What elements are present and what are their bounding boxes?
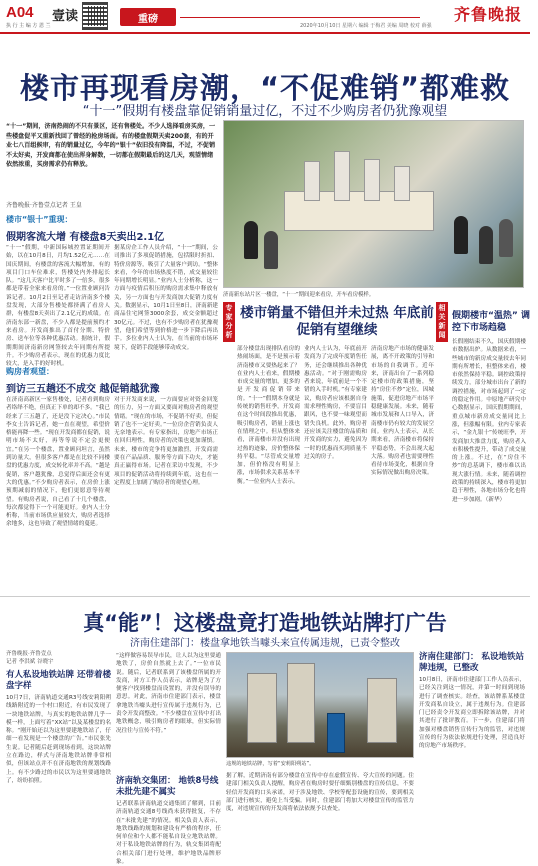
section-kicker-2: 购房者观望：: [6, 367, 54, 376]
dateline: 2020年10月10日 星期六 编辑 于梅君 美编 周晓 校对 薛强: [300, 23, 432, 29]
article-column: 济南房地产市场的健康发展，离不开政策的引导和市场的自我调节。近年来，济南出台了一系列稳定楼市的政策措施，坚持“房住不炒”定位，因城施策，促进房地产市场平稳健康发展。未来，随着城市发展和人口导入，济南楼市仍有较大的发展空间。业内人士表示，从长期来看，济南楼市将保持平稳态势，不会出现大起大落。购房者也需要理性看待市场变化，根据自身实际情况做出购房决策。: [371, 346, 434, 477]
section-badge: 重磅: [120, 8, 176, 26]
article-column: 据了解，近期济南有部分楼盘在宣传中存在虚假宣传、夸大宣传的问题。住建部门相关负责人提醒，购房者在购房时要仔细甄别楼盘的宣传信息，不要轻信开发商的口头承诺，对于涉及地铁、学校等配套设施的宣传，要到相关部门进行核实，避免上当受骗。同时，住建部门将加大对楼盘宣传的监管力度，对违规宣传的开发商将依法依规予以查处。: [226, 773, 414, 813]
photo-caption: 违规的地铁站牌，写着“安莉阳朔站”。: [226, 761, 315, 767]
main-subheadline: “十一”假期有楼盘靠促销销量过亿，不过不少购房者仍犹豫观望: [82, 104, 448, 119]
section-name: 壹读: [52, 9, 79, 24]
article-column: 据某房企工作人员介绍，“十一”期间，公司推出了多项促销措施，包括限时折扣、特价房源等，吸引了大量客户到访。“整体来看，今年的市场热度不错，成交量较往年同期增长明显。”业内人士分析称，这一方面与疫情后积压的购房需求集中释放有关，另一方面也与开发商加大促销力度有关。数据显示，10月1日至8日，济南新建商品住宅网签3000余套，成交金额超过30亿元。不过，也有不少购房者在犹豫观望，他们希望等到价格进一步下降后再出手。多位业内人士认为，在当前的市场环境下，促销手段能够带动成交。: [114, 245, 218, 351]
related-news-tag: 相关新闻: [436, 302, 448, 342]
article-column: 记者联系济南轨道交通集团了解到，目前济南轨道交通8号线尚未获得批复，不存在“未批先建”的情况。相关负责人表示，地铁线路的规划和建设有严格的程序，任何单位和个人都不能私自设立地铁站牌。对于私设地铁站牌的行为，轨交集团将配合相关部门进行处理，维护地铁品牌形象。: [116, 801, 221, 866]
article-column: 在济南高新区一家售楼处，记者看到购房者络绎不绝，但真正下单的却不多。“我已经来了三五趟了，还是没下定决心。”市民李女士告诉记者，她一直在观望，希望价格能再降一些。“现在开发商都在促销，说明市场不太好，再等等说不定会更便宜。”在另一个楼盘，置业顾问坦言，虽然到访量大，但很多客户都是在比较不同楼盘的优惠力度，成交转化率并不高。“越是促销，客户越犹豫，总觉得后面还会有更大的优惠。”不少购房者表示，在房价上涨预期减弱的情况下，他们更愿意等待观望。有购房者说，自己看了十几个楼盘，每次都觉得下一个可能更好。业内人士分析称，当前市场供应量较大，购房者选择余地多，这也导致了观望情绪的蔓延。: [6, 397, 110, 528]
qr-code-icon: [82, 2, 108, 30]
page-header: [0, 0, 530, 34]
article-column: “十一”假期，中新国际城控置证期间开始，以在10月8日，月均1.52亿元……在国庆期间，有楼盘的客流大幅增加，有的项目门口车位难求，售楼处内外排起长队。“这几天客户比平时多了一倍多，很多都是带着全家来看房的。”一位置业顾问告诉记者。10月2日至记者走访济南多个楼盘发现，大部分售楼处都挤满了看房人群，有楼盘8天卖出了2.1亿元的成绩。在济南东部一新盘，不少人都是提前预约才来看房。开发商推出了首付分期、特价房、送车位等各种优惠活动。据统计，假期期间济南新房网签较去年同期有所提升。不少购房者表示，现在的优惠力度比较大，是入手的好时机。: [6, 245, 110, 368]
subway-sign-photo: [226, 652, 414, 758]
bottom-subheadline: 济南住建部门：楼盘拿地铁当噱头来宣传属违规，已责令整改: [130, 638, 400, 649]
sales-office-photo: [223, 120, 524, 288]
article-column: 长假刚结束不久，国庆假期楼市数据出炉。从数据来看，一些城市的新房成交量较去年同期有所增长，但整体来看，楼市依然保持平稳。调控政策持续发力，部分城市出台了新的调控措施，对市场起到了一定的稳定作用。中原地产研究中心数据显示，国庆假期期间，重点城市新房成交量同比上涨，但涨幅有限。业内专家表示，“金九银十”传统旺季，开发商加大推盘力度，购房者入市积极性提升，带动了成交量的上涨。不过，在“房住不炒”的总基调下，楼市难以出现大涨行情。未来，随着调控政策的持续深入，楼市将更加趋于理性，各地市场分化也将进一步加剧。（新华）: [452, 339, 526, 503]
sub-title-3: 济南住建部门： 私设地铁站牌违规，已整改: [419, 652, 524, 673]
bottom-headline: 真“能”！这楼盘竟打造地铁站牌打广告: [83, 611, 447, 635]
sub-title-1: 有人私设地铁站牌 还带着楼盘字样: [6, 670, 111, 691]
article-column: 对于开发商来说，一方面要应对资金回笼的压力，另一方面又要面对购房者的观望情绪。“现在的市场，不促销不好卖，但促销了也不一定好卖。”一位房企营销负责人无奈地表示。有专家指出，房地产市场正在回归理性，购房者的决策也更加谨慎。未来，楼市的竞争将更加激烈，开发商需要在产品品质、服务等方面下功夫，才能真正赢得市场。记者在采访中发现，不少项目的促销活动将持续到年底，这也在一定程度上加剧了购房者的观望心理。: [114, 397, 218, 486]
middle-headline: 楼市销量不错但并未过热 年底前促销有望继续: [240, 305, 434, 338]
sub-title-2: 济南轨交集团： 地铁8号线未批先建不属实: [116, 776, 219, 797]
bottom-byline: 齐鲁晚报·齐鲁壹点 记者 李洪斌 谷晓宇: [6, 651, 54, 665]
main-headline: 楼市再现看房潮，“不促难销”都难救: [19, 71, 511, 105]
photo-caption: 济南新东站片区一楼盘，“十一”期间迎来看房，开车看房模样。: [223, 292, 375, 298]
editor-line: 执 行 主 编 方 恩 兰: [6, 23, 51, 29]
section-title-1: 假期客流大增 有楼盘8天卖出2.1亿: [6, 232, 165, 243]
expert-analysis-tag: 专家分析: [223, 302, 235, 342]
article-column: “这样做容易误导市民，让人以为这里要通地铁了，房价自然就上去了。”一位市民说。随后，记者联系到了该楼盘所属的开发商，对方工作人员表示，站牌是为了方便客户找到楼盘而设置的，并没有误导的意思。对此，济南市住建部门表示，楼盘拿地铁当噱头进行宣传属于违规行为，已责令开发商整改。“不少楼盘在宣传中打出地铁概念，吸引购房者的眼球，但实际情况往往与宣传不符。”: [116, 653, 221, 734]
section-divider: [0, 596, 530, 597]
lead-byline: 齐鲁晚报·齐鲁壹点记者 王皇: [6, 202, 82, 209]
masthead-logo: 齐鲁晚报: [453, 5, 522, 24]
article-column: 10月8日，济南市住建部门工作人员表示，已经关注到这一情况，并第一时间到现场进行了调查核实。经查，该站牌系某楼盘开发商私自设立，属于违规行为。住建部门已经责令开发商立即拆除该站牌，并对其进行了批评教育。下一步，住建部门将加强对楼盘销售宣传行为的监管，对违规宣传的行为依法依规进行处理，营造良好的房地产市场秩序。: [419, 677, 525, 750]
article-column: 10月7日，济南轨道交通R3号线安莉阳朔线路附近的一个村口附近，有市民发现了一块地铁站牌，与真实的地铁站牌几乎一模一样，上面写着“XX站”以及某楼盘的名称。“刚开始还以为这里要建地铁站了，仔细一看发现是一个楼盘的广告。”市民张先生说。记者随后赶到现场看到，这块站牌立在路边，样式与济南地铁站牌非常相似，但该站点并不在济南地铁的规划线路上。有不少路过的市民以为这里要通地铁了，纷纷拍照。: [6, 695, 111, 784]
header-rule: [180, 17, 420, 18]
article-column: 业内人士认为，年底前开发商为了完成年度销售任务，还会继续推出各种优惠活动。“对于刚需购房者来说，年底前是一个不错的入手时机。”有专家建议，购房者应该根据自身需求理性购房，不要盲目跟风，也不要一味观望而错失良机。此外，购房者还应该关注楼盘的品质和开发商的实力，避免因为一时的优惠而买到质量不过关的房子。: [304, 346, 367, 460]
section-kicker-1: 楼市“银十”重现：: [6, 215, 73, 224]
page-number: A04: [6, 4, 34, 21]
right-headline: 假期楼市“温热” 调控下市场趋稳: [452, 311, 530, 333]
section-title-2: 到访三五趟还不成交 越促销越犹豫: [6, 384, 160, 395]
article-column: 部分楼盘出现排队看房的热闹场面，是不是预示着济南楼市又要热起来了？在业内人士看来，假期楼市成交量的增加，更多的是开发商促销带来的。“十一”假期本身就是传统的销售旺季，开发商在这个时间段推出优惠，吸引购房者，销量上涨也在情理之中。但从整体来看，济南楼市并没有出现过热的迹象，房价整体保持平稳。“尽管成交量增加，但价格没有明显上涨，市场供求关系基本平衡。”一位业内人士表示。: [237, 346, 300, 485]
lead-paragraph: “十一”期间，济南热闹的不只有景区，还有售楼处。不少人选择看房买房，一些楼盘促平又重新找回了曾经的抢房场面。有的楼盘假期天卖200套，有的开业七八百组候审，有的销量过亿，今年的“银十”依旧没有降温，不过，不促销不太好卖，开发商都在使出浑身解数，一切都在假期最后的这几天，观望情绪依然浓重，买房需求仍有释放。: [6, 123, 216, 169]
